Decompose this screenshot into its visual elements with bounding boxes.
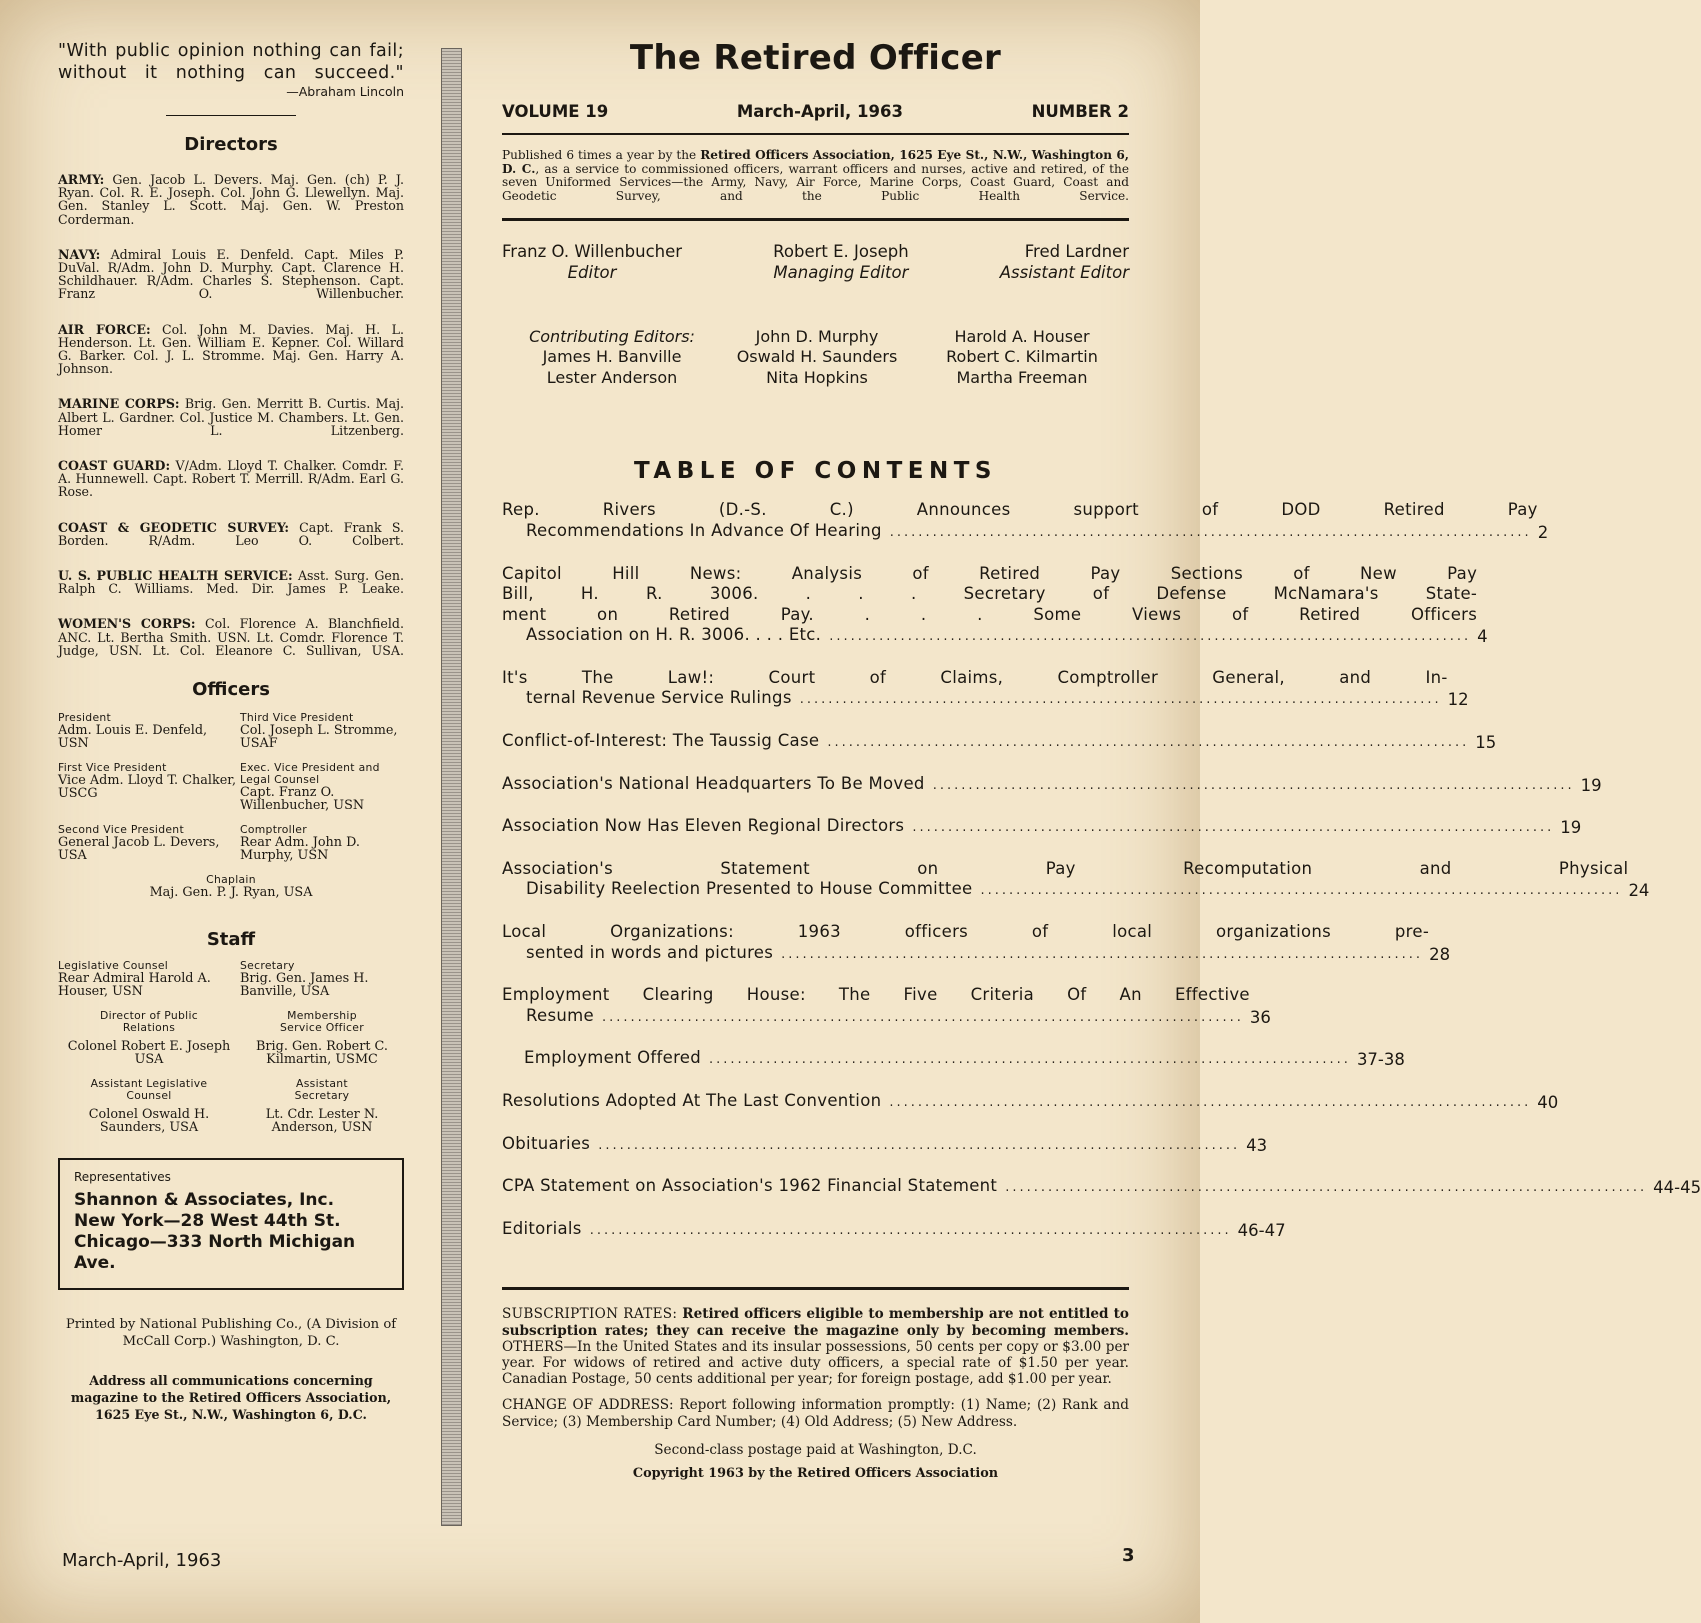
- toc-entry: [502, 731, 1497, 754]
- officer-entry: Second Vice President General Jacob L. Devers, USA: [58, 823, 220, 864]
- toc-entry-line: Association's Statement on Pay Recomputation and Physical: [502, 858, 1629, 878]
- toc-entry-line: Editorials: [502, 1218, 582, 1238]
- subscription-rates: SUBSCRIPTION RATES: Retired officers eligible to membership are not entitled to subscription rates; they can receive the magazine only by becoming members. OTHERS—In the United States and its insular possessions, 50 cents per copy or $3.00 per year. For widows of retired and active duty officers, a special rate of $1.50 per year. Canadian Postage, 50 cents additional per year; for foreign postage, add $1.00 per year.: [502, 1306, 1129, 1388]
- contributor-name: Lester Anderson: [546, 367, 678, 387]
- toc-page-number: 19: [1580, 775, 1602, 795]
- toc-entry-line: Capitol Hill News: Analysis of Retired Pay Sections of New Pay: [502, 563, 1478, 583]
- director-group-womens-corps: WOMEN'S CORPS: Col. Florence A. Blanchfield. ANC. Lt. Bertha Smith. USN. Lt. Comdr. Florence T. Judge, USN. Lt. Col. Eleanore C. Sullivan, USA.: [58, 616, 404, 658]
- toc-page-number: 28: [1429, 944, 1451, 964]
- officers-heading: Officers: [192, 679, 270, 701]
- directors-list: [58, 173, 404, 657]
- director-group-public-health: U. S. PUBLIC HEALTH SERVICE: Asst. Surg. Gen. Ralph C. Williams. Med. Dir. James P. Leake.: [58, 568, 405, 597]
- editor-credit: Fred Lardner Assistant Editor: [999, 241, 1129, 282]
- quote-divider: [166, 115, 296, 116]
- toc-entry-line: Local Organizations: 1963 officers of local organizations pre-: [502, 922, 1430, 942]
- toc-entry: [502, 1218, 1286, 1242]
- address-note: Address all communications concerning magazine to the Retired Officers Association, 1625 Eye St., N.W., Washington 6, D.C.: [70, 1373, 392, 1423]
- director-group-air-force: AIR FORCE: Col. John M. Davies. Maj. H. L. Henderson. Lt. Gen. William E. Kepner. Col. Willard G. Barker. Col. J. L. Stromme. Maj. Gen. Harry A. Johnson.: [58, 321, 404, 377]
- toc-entry-line: Rep. Rivers (D.-S. C.) Announces support of DOD Retired Pay: [502, 500, 1538, 520]
- toc-leader-dots: ..........................................................................................: [889, 1095, 1532, 1110]
- contributor-name: James H. Banville: [542, 347, 682, 367]
- toc-entry: [502, 1133, 1268, 1157]
- toc-entry-line: Employment Clearing House: The Five Criteria Of An Effective: [502, 985, 1250, 1005]
- toc-leader-dots: ..........................................................................................: [799, 692, 1442, 708]
- rep-line: Shannon & Associates, Inc.: [74, 1190, 335, 1211]
- toc-entry-line: It's The Law!: Court of Claims, Comptroller General, and In-: [502, 667, 1448, 687]
- representatives-box: [58, 1158, 404, 1290]
- staff-entry: Assistant Legislative Counsel Colonel Oswald H. Saunders, USA: [88, 1077, 210, 1136]
- toc-entry-line: Resolutions Adopted At The Last Convention: [502, 1091, 882, 1110]
- toc-title: TABLE OF CONTENTS: [634, 458, 997, 485]
- director-group-navy: NAVY: Admiral Louis E. Denfeld. Capt. Miles P. DuVal. R/Adm. John D. Murphy. Capt. Clarence H. Schildhauer. R/Adm. Charles S. Stephenson. Capt. Franz O. Willenbucher.: [58, 246, 404, 302]
- contributing-label: Contributing Editors:: [529, 326, 695, 346]
- toc-page-number: 43: [1246, 1135, 1268, 1155]
- toc-leader-dots: ..........................................................................................: [827, 735, 1470, 751]
- toc-entry: [502, 563, 1488, 648]
- officer-entry: First Vice President Vice Adm. Lloyd T. Chalker, USCG: [58, 761, 237, 802]
- toc-entry-line: Association Now Has Eleven Regional Directors: [502, 816, 905, 836]
- toc-page-number: 19: [1560, 818, 1582, 838]
- toc-entry-line: sented in words and pictures: [526, 942, 774, 962]
- toc-entry-line: Association on H. R. 3006. . . . Etc.: [526, 625, 822, 645]
- officer-entry: Exec. Vice President and Legal Counsel Capt. Franz O. Willenbucher, USN: [240, 761, 380, 814]
- toc-leader-dots: ..........................................................................................: [889, 524, 1532, 540]
- contributor-name: Harold A. Houser: [954, 326, 1090, 346]
- toc-page-number: 12: [1447, 690, 1469, 710]
- editors-row: [502, 241, 1129, 283]
- toc-leader-dots: ..........................................................................................: [932, 777, 1575, 793]
- toc-entry-line: Resume: [526, 1005, 594, 1025]
- printer-credit: Printed by National Publishing Co., (A Division of McCall Corp.) Washington, D. C.: [65, 1317, 397, 1350]
- toc-entry: [502, 1091, 1559, 1114]
- toc-entry-line: Recommendations In Advance Of Hearing: [526, 520, 882, 540]
- table-of-contents: [502, 500, 1701, 1241]
- staff-entry: Director of Public Relations Colonel Robert E. Joseph USA: [67, 1009, 231, 1068]
- issue-info-row: [502, 102, 1129, 135]
- contributor-name: Oswald H. Saunders: [736, 347, 898, 367]
- director-group-marine-corps: MARINE CORPS: Brig. Gen. Merritt B. Curtis. Maj. Albert L. Gardner. Col. Justice M. Chambers. Lt. Gen. Homer L. Litzenberg.: [58, 396, 404, 438]
- toc-entry: [502, 1048, 1405, 1071]
- toc-entry-line: Obituaries: [502, 1133, 591, 1153]
- directors-heading: Directors: [184, 134, 278, 155]
- officer-entry: President Adm. Louis E. Denfeld, USN: [58, 711, 208, 752]
- toc-leader-dots: ..........................................................................................: [598, 1137, 1241, 1153]
- rep-line: New York—28 West 44th St.: [74, 1211, 341, 1232]
- toc-page-number: 40: [1537, 1093, 1559, 1112]
- issue-date: March-April, 1963: [736, 102, 903, 121]
- toc-leader-dots: ..........................................................................................: [709, 1052, 1351, 1068]
- right-column: [502, 38, 1701, 1481]
- toc-entry: [502, 922, 1451, 965]
- contributor-name: John D. Murphy: [755, 326, 879, 346]
- toc-entry-line: Bill, H. R. 3006. . . . Secretary of Defense McNamara's State-: [502, 584, 1478, 604]
- subscription-divider: [502, 1287, 1129, 1290]
- page-number: 3: [1122, 1545, 1135, 1566]
- contributor-name: Martha Freeman: [956, 367, 1088, 387]
- toc-entry-line: Disability Reelection Presented to House Committee: [526, 879, 973, 899]
- quote-attribution: —Abraham Lincoln: [286, 84, 404, 99]
- toc-leader-dots: ..........................................................................................: [601, 1009, 1244, 1025]
- chaplain-entry: Chaplain Maj. Gen. P. J. Ryan, USA: [149, 873, 313, 901]
- director-group-army: ARMY: Gen. Jacob L. Devers. Maj. Gen. (ch) P. J. Ryan. Col. R. E. Joseph. Col. John G. Llewellyn. Maj. Gen. Stanley L. Scott. Maj. Gen. W. Preston Corderman.: [58, 172, 404, 227]
- toc-leader-dots: ..........................................................................................: [589, 1222, 1232, 1238]
- toc-leader-dots: ..........................................................................................: [781, 946, 1424, 962]
- masthead-title: The Retired Officer: [629, 38, 1002, 78]
- toc-page-number: 4: [1477, 627, 1488, 647]
- volume-label: VOLUME 19: [502, 102, 609, 121]
- toc-leader-dots: ..........................................................................................: [980, 883, 1623, 899]
- copyright-note: Copyright 1963 by the Retired Officers Association: [632, 1465, 999, 1481]
- representatives-label: Representatives: [74, 1170, 171, 1185]
- toc-page-number: 36: [1249, 1007, 1271, 1027]
- toc-page-number: 46-47: [1237, 1220, 1286, 1240]
- director-group-coast-guard: COAST GUARD: V/Adm. Lloyd T. Chalker. Comdr. F. A. Hunnewell. Capt. Robert T. Merrill. R/Adm. Earl G. Rose.: [58, 458, 404, 500]
- staff-entry: Legislative Counsel Rear Admiral Harold A. Houser, USN: [58, 959, 211, 1000]
- director-group-geodetic-survey: COAST & GEODETIC SURVEY: Capt. Frank S. Borden. R/Adm. Leo O. Colbert.: [58, 519, 404, 548]
- postage-note: Second-class postage paid at Washington, D.C.: [654, 1441, 977, 1458]
- toc-page-number: 15: [1475, 733, 1497, 753]
- toc-entry: [502, 500, 1549, 543]
- toc-entry-line: CPA Statement on Association's 1962 Financial Statement: [502, 1176, 998, 1196]
- officer-entry: Comptroller Rear Adm. John D. Murphy, USN: [240, 823, 360, 864]
- toc-entry-line: Association's National Headquarters To Be Moved: [502, 773, 925, 793]
- editor-credit: Franz O. Willenbucher Editor: [502, 241, 683, 282]
- toc-leader-dots: ..........................................................................................: [912, 820, 1555, 836]
- change-of-address: CHANGE OF ADDRESS: Report following information promptly: (1) Name; (2) Rank and Service; (3) Membership Card Number; (4) Old Address; (5) New Address.: [502, 1397, 1129, 1430]
- contributor-name: Robert C. Kilmartin: [946, 347, 1098, 367]
- officers-grid: [58, 712, 404, 874]
- toc-entry: [502, 773, 1602, 797]
- toc-page-number: 2: [1537, 522, 1549, 542]
- officer-entry: Third Vice President Col. Joseph L. Stromme, USAF: [240, 711, 398, 752]
- toc-entry: [502, 985, 1271, 1028]
- rep-line: Chicago—333 North Michigan Ave.: [74, 1232, 356, 1274]
- contributing-editors: [512, 327, 1129, 389]
- toc-entry-line: ment on Retired Pay. . . . Some Views of Retired Officers: [502, 604, 1478, 624]
- staff-entry: Assistant Secretary Lt. Cdr. Lester N. Anderson, USN: [265, 1077, 379, 1136]
- toc-entry: [502, 1176, 1701, 1199]
- toc-page-number: 37-38: [1356, 1050, 1405, 1070]
- toc-leader-dots: ..........................................................................................: [1005, 1180, 1648, 1196]
- staff-entry: Membership Service Officer Brig. Gen. Robert C. Kilmartin, USMC: [256, 1009, 388, 1068]
- toc-entry: [502, 816, 1582, 839]
- issue-number: NUMBER 2: [1031, 102, 1129, 121]
- toc-entry: [502, 858, 1650, 902]
- toc-leader-dots: ..........................................................................................: [829, 629, 1472, 645]
- column-divider-bar: [441, 48, 462, 1526]
- toc-page-number: 24: [1628, 881, 1650, 901]
- left-column: [58, 40, 404, 1423]
- staff-entry: Secretary Brig. Gen. James H. Banville, USA: [240, 959, 369, 1000]
- toc-entry-line: ternal Revenue Service Rulings: [526, 688, 792, 708]
- toc-entry-line: Conflict-of-Interest: The Taussig Case: [502, 731, 820, 751]
- editor-credit: Robert E. Joseph Managing Editor: [773, 241, 909, 282]
- contributor-name: Nita Hopkins: [766, 367, 868, 387]
- toc-page-number: 44-45: [1653, 1178, 1701, 1198]
- lincoln-quote: "With public opinion nothing can fail; without it nothing can succeed.": [58, 41, 404, 83]
- toc-entry-line: Employment Offered: [524, 1048, 702, 1068]
- footer-date: March-April, 1963: [62, 1550, 222, 1571]
- staff-grid: [58, 960, 404, 1146]
- toc-entry: [502, 667, 1469, 711]
- publication-statement: Published 6 times a year by the Retired Officers Association, 1625 Eye St., N.W., Washington 6, D. C., as a service to commissioned officers, warrant officers and nurses, active and retired, of the seven Uniformed Services—the Army, Navy, Air Force, Marine Corps, Coast Guard, Coast and Geodetic Survey, and the Public Health Service.: [502, 149, 1129, 221]
- staff-heading: Staff: [206, 929, 256, 951]
